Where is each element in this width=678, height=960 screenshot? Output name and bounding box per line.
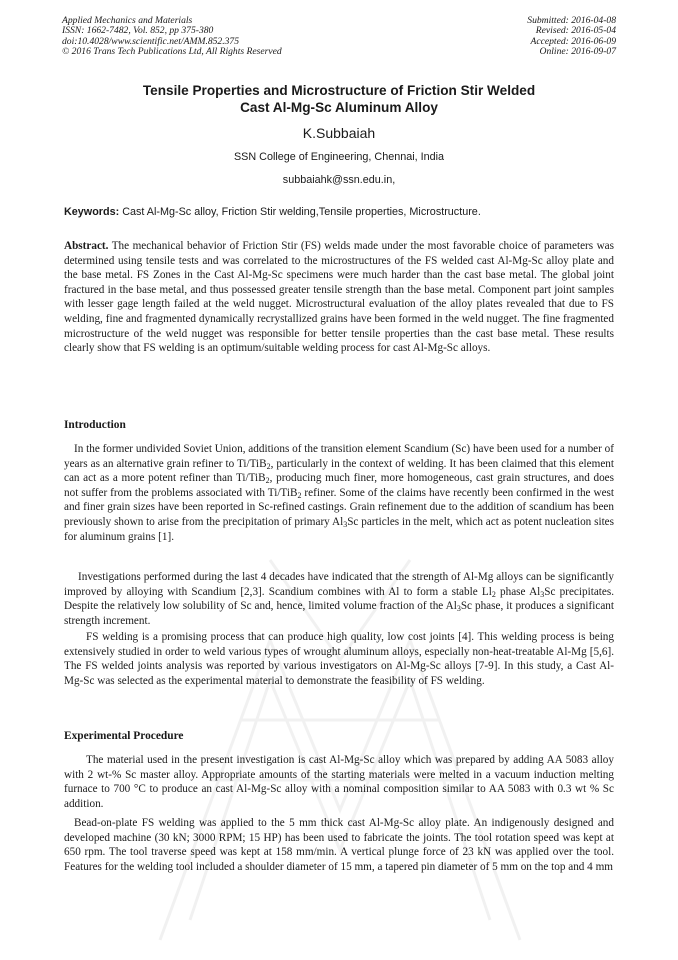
author-name: K.Subbaiah — [302, 125, 376, 141]
title-line-1: Tensile Properties and Microstructure of Friction Stir Welded — [142, 83, 536, 98]
online-date: Online: 2016-09-07 — [539, 46, 616, 58]
journal-info — [62, 16, 282, 58]
introduction-heading: Introduction — [64, 419, 126, 431]
abstract — [64, 239, 614, 356]
issn-line: ISSN: 1662-7482, Vol. 852, pp 375-380 — [62, 25, 214, 37]
copyright-line: © 2016 Trans Tech Publications Ltd, All Rights Reserved — [62, 46, 282, 58]
experimental-heading: Experimental Procedure — [64, 730, 184, 742]
paper-title — [40, 83, 638, 116]
abstract-label: Abstract. — [64, 240, 109, 252]
experimental-paragraph-2: Bead-on-plate FS welding was applied to the 5 mm thick cast Al-Mg-Sc alloy plate. An indigenously designed and developed machine (30 kN; 3000 RPM; 15 HP) has been used to fabricate the joints. The tool rotation speed was kept at 650 rpm. The tool traverse speed was kept at 158 mm/min. A vertical plunge force of 23 kN was applied over the tool. Features for the welding tool included a shoulder diameter of 15 mm, a tapered pin diameter of 5 mm on the top and 4 mm — [64, 817, 614, 873]
author-affiliation: SSN College of Engineering, Chennai, India — [233, 151, 445, 163]
doi-line: doi:10.4028/www.scientific.net/AMM.852.375 — [62, 35, 240, 47]
submitted-date: Submitted: 2016-04-08 — [527, 15, 616, 26]
author-email: subbaiahk@ssn.edu.in, — [282, 174, 396, 186]
keywords — [64, 206, 620, 218]
accepted-date: Accepted: 2016-06-09 — [530, 35, 616, 47]
intro-paragraph-1: In the former undivided Soviet Union, additions of the transition element Scandium (Sc) have been used for a number of years as an alternative grain refiner to Ti/TiB$_2$, particularly in the context of welding. It has been claimed that this element can act as a more potent refiner than Ti/TiB$_2$, producing much finer, more homogeneous, cast grain structures, and does not suffer from the problems associated with Ti/TiB$_2$ refiner. Some of the claims have recently been confirmed in the west and finer grain sizes have been reported in Sc-refined castings. Grain refinement due to the addition of scandium has been previously shown to arise from the precipitation of primary $Al_3Sc$ particles in the melt, which act as potent nucleation sites for aluminum grains [1]. — [64, 443, 615, 543]
intro-paragraph-3: FS welding is a promising process that can produce high quality, low cost joints [4]. This welding process is being extensively studied in order to weld various types of wrought aluminum alloys, especially non-heat-treatable Al-Mg [5,6]. The FS welded joints analysis was reported by various investigators on Al-Mg-Sc alloys [7-9]. In this study, a Cast Al-Mg-Sc was selected as the experimental material to demonstrate the feasibility of FS welding. — [64, 631, 614, 687]
keywords-label: Keywords: — [64, 206, 120, 218]
journal-name: Applied Mechanics and Materials — [62, 15, 193, 26]
publication-dates — [527, 16, 616, 58]
title-line-2: Cast Al-Mg-Sc Aluminum Alloy — [240, 99, 438, 115]
revised-date: Revised: 2016-05-04 — [535, 25, 616, 37]
intro-paragraph-2: Investigations performed during the last 4 decades have indicated that the strength of Al-Mg alloys can be significantly improved by alloying with Scandium [2,3]. Scandium combines with Al to form a stable $Ll_2$ phase $Al_3Sc$ precipitates. Despite the relatively low solubility of Sc and, hence, limited volume fraction of the $Al_3Sc$ phase, it produces a significant strength increment. — [64, 571, 615, 627]
experimental-paragraph-1: The material used in the present investigation is cast Al-Mg-Sc alloy which was prepared by adding AA 5083 alloy with 2 wt-% Sc master alloy. Appropriate amounts of the starting materials were melted in a vacuum induction melting furnace to 700 °C to produce an cast Al-Mg-Sc alloy with a nominal composition similar to AA 5083 with 0.3 wt % Sc addition. — [64, 754, 614, 810]
keywords-text: Cast Al-Mg-Sc alloy, Friction Stir welding,Tensile properties, Microstructure. — [122, 206, 481, 218]
abstract-text: The mechanical behavior of Friction Stir (FS) welds made under the most favorable choice of parameters was determined using tensile tests and was correlated to the microstructures of the FS welded cast Al-Mg-Sc alloy plate and the base metal. FS Zones in the Cast Al-Mg-Sc specimens were much harder than the cast base metal. The global joint fractured in the base metal, and thus possessed greater tensile strength than the base metal. Component part joint samples with lesser gage length failed at the weld nugget. Microstructural evaluation of the alloy plates revealed that due to FS welding, fine and fragmented dynamically recrystallized grains have been formed in the weld nugget. The fine fragmented microstructure of the weld nugget was responsible for better tensile properties than the cast base metal. These results clearly show that FS welding is an optimum/suitable welding process for cast Al-Mg-Sc alloys. — [64, 240, 614, 355]
